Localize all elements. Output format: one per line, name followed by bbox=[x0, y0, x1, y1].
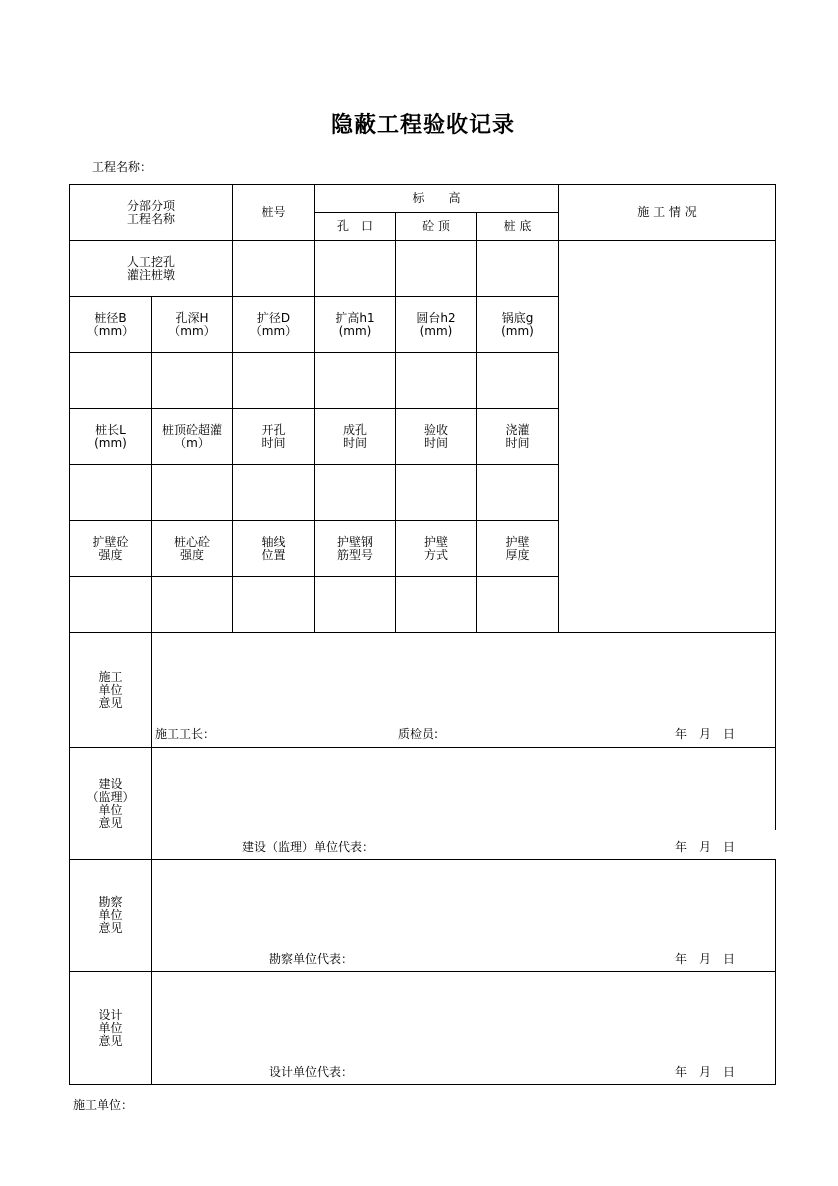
param-cell: 扩壁砼 强度 bbox=[92, 534, 129, 562]
rule bbox=[775, 184, 776, 830]
opinion-label: 建设 （监理） 单位 意见 bbox=[86, 776, 135, 830]
param-cell: 成孔 时间 bbox=[342, 422, 367, 450]
pile-no-header: 桩号 bbox=[261, 205, 286, 219]
opinion-label: 设计 单位 意见 bbox=[98, 1007, 123, 1048]
concrete-top-header: 砼 顶 bbox=[422, 219, 450, 233]
construction-unit-label: 施工单位： bbox=[73, 1098, 134, 1112]
pile-bottom-header: 桩 底 bbox=[503, 219, 532, 233]
signature-label: 质检员: bbox=[398, 727, 439, 741]
param-cell: 桩顶砼超灌 （m） bbox=[161, 422, 222, 450]
param-cell: 锅底g (mm) bbox=[501, 310, 534, 338]
signature-label: 施工工长： bbox=[155, 727, 216, 741]
signature-label: 勘察单位代表： bbox=[269, 952, 354, 966]
rule bbox=[69, 1084, 776, 1085]
param-cell: 浇灌 时间 bbox=[505, 422, 530, 450]
rule bbox=[69, 971, 776, 972]
hole-mouth-header: 孔 口 bbox=[336, 219, 373, 233]
date-label: 年 月 日 bbox=[675, 952, 736, 966]
param-cell: 扩高h1 (mm) bbox=[335, 310, 375, 338]
opinion-label: 勘察 单位 意见 bbox=[98, 895, 123, 935]
opinion-label: 施工 单位 意见 bbox=[98, 669, 123, 710]
rule bbox=[69, 859, 776, 860]
rule bbox=[775, 859, 776, 1085]
param-cell: 护壁 厚度 bbox=[505, 534, 530, 562]
param-cell: 孔深H （mm） bbox=[168, 310, 216, 338]
signature-label: 建设（监理）单位代表： bbox=[242, 840, 375, 854]
param-cell: 开孔 时间 bbox=[261, 422, 286, 450]
rule bbox=[69, 632, 776, 633]
param-cell: 轴线 位置 bbox=[261, 534, 286, 562]
pile-type-cell: 人工挖孔 灌注桩墩 bbox=[126, 254, 175, 282]
param-cell: 桩心砼 强度 bbox=[173, 534, 210, 562]
elevation-header: 标 高 bbox=[412, 191, 461, 205]
param-cell: 验收 时间 bbox=[423, 422, 448, 450]
rule bbox=[69, 747, 776, 748]
signature-label: 设计单位代表： bbox=[269, 1065, 354, 1079]
param-cell: 扩径D （mm） bbox=[249, 310, 298, 338]
project-name-label: 工程名称： bbox=[92, 160, 153, 174]
date-label: 年 月 日 bbox=[675, 1065, 736, 1079]
param-cell: 护壁 方式 bbox=[423, 534, 448, 562]
construction-status-header: 施 工 情 况 bbox=[637, 205, 697, 219]
param-cell: 圆台h2 (mm) bbox=[416, 310, 456, 338]
param-cell: 桩长L (mm) bbox=[94, 422, 127, 450]
date-label: 年 月 日 bbox=[675, 840, 736, 854]
param-cell: 护壁钢 筋型号 bbox=[336, 534, 373, 562]
date-label: 年 月 日 bbox=[675, 727, 736, 741]
document-title: 隐蔽工程验收记录 bbox=[330, 112, 515, 138]
rule bbox=[558, 184, 559, 632]
param-cell: 桩径B （mm） bbox=[86, 310, 135, 338]
sub-item-header: 分部分项 工程名称 bbox=[126, 198, 175, 226]
